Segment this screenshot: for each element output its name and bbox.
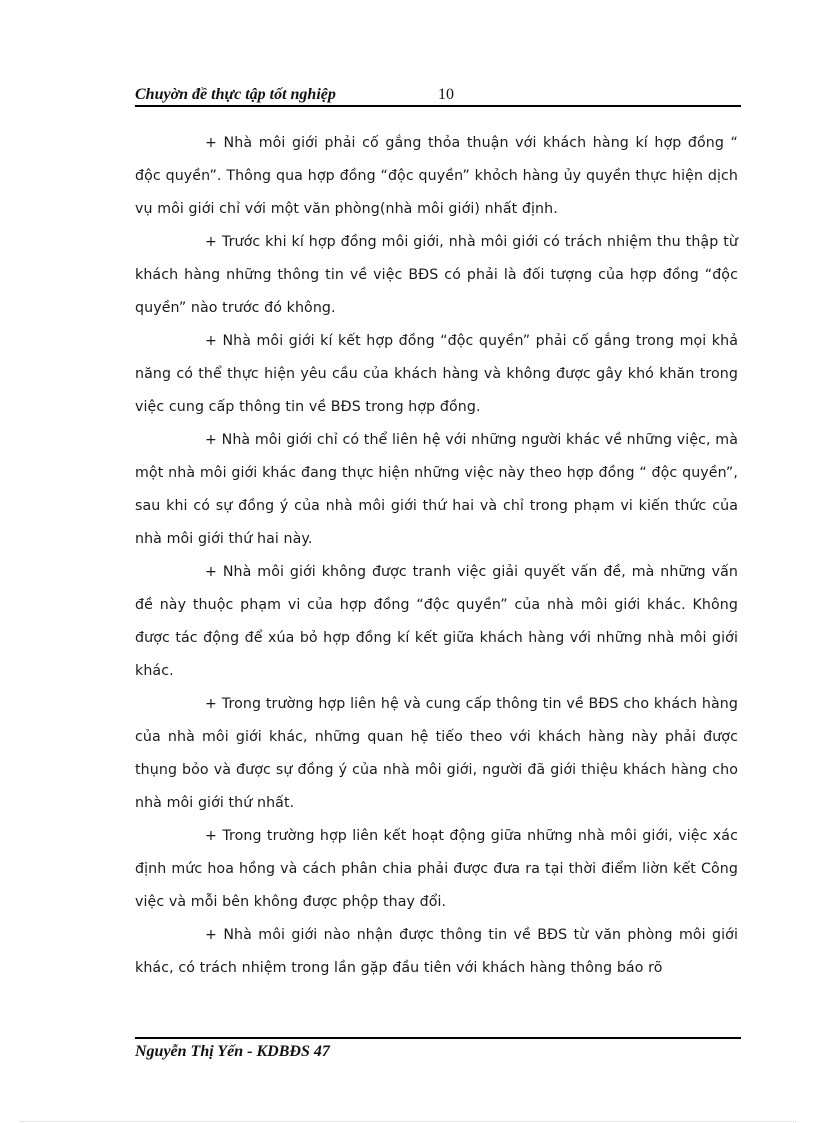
paragraph: + Nhà môi giới chỉ có thể liên hệ với những người khác về những việc, mà một nhà môi giới khác đang thực hiện những việc này theo hợp đồng “ độc quyền”, sau khi có sự đồng ý của nhà môi giới thứ hai và chỉ trong phạm vi kiến thức của nhà môi giới thứ hai này. (135, 432, 738, 547)
header-title: Chuyờn đề thực tập tốt nghiệp (135, 86, 336, 103)
footer-author: Nguyễn Thị Yến - KDBĐS 47 (135, 1043, 330, 1060)
paragraph: + Nhà môi giới nào nhận được thông tin về BĐS từ văn phòng môi giới khác, có trách nhiệm trong lần gặp đầu tiên với khách hàng thông báo rõ (135, 927, 738, 976)
page-number: 10 (438, 86, 454, 103)
header-rule (135, 105, 741, 107)
footer-rule (135, 1037, 741, 1039)
paragraph: + Nhà môi giới kí kết hợp đồng “độc quyền” phải cố gắng trong mọi khả năng có thể thực hiện yêu cầu của khách hàng và không được gây khó khăn trong việc cung cấp thông tin về BĐS trong hợp đồng. (135, 333, 738, 415)
paragraph: + Nhà môi giới không được tranh việc giải quyết vấn đề, mà những vấn đề này thuộc phạm vi của hợp đồng “độc quyền” của nhà môi giới khác. Không được tác động để xúa bỏ hợp đồng kí kết giữa khách hàng với những nhà môi giới khác. (135, 564, 738, 679)
page-edge-divider (20, 1121, 796, 1122)
paragraph: + Nhà môi giới phải cố gắng thỏa thuận với khách hàng kí hợp đồng “ độc quyền”. Thông qua hợp đồng “độc quyền” khỏch hàng ủy quyền thực hiện dịch vụ môi giới chỉ với một văn phòng(nhà môi giới) nhất định. (135, 135, 738, 217)
paragraph: + Trong trường hợp liên hệ và cung cấp thông tin về BĐS cho khách hàng của nhà môi giới khác, những quan hệ tiếo theo với khách hàng này phải được thụng bỏo và được sự đồng ý của nhà môi giới, người đã giới thiệu khách hàng cho nhà môi giới thứ nhất. (135, 696, 738, 811)
document-body (135, 127, 738, 985)
paragraph: + Trước khi kí hợp đồng môi giới, nhà môi giới có trách nhiệm thu thập từ khách hàng những thông tin về việc BĐS có phải là đối tượng của hợp đồng “độc quyền” nào trước đó không. (135, 234, 738, 316)
paragraph: + Trong trường hợp liên kết hoạt động giữa những nhà môi giới, việc xác định mức hoa hồng và cách phân chia phải được đưa ra tại thời điểm liờn kết Công việc và mỗi bên không được phộp thay đổi. (135, 828, 738, 910)
